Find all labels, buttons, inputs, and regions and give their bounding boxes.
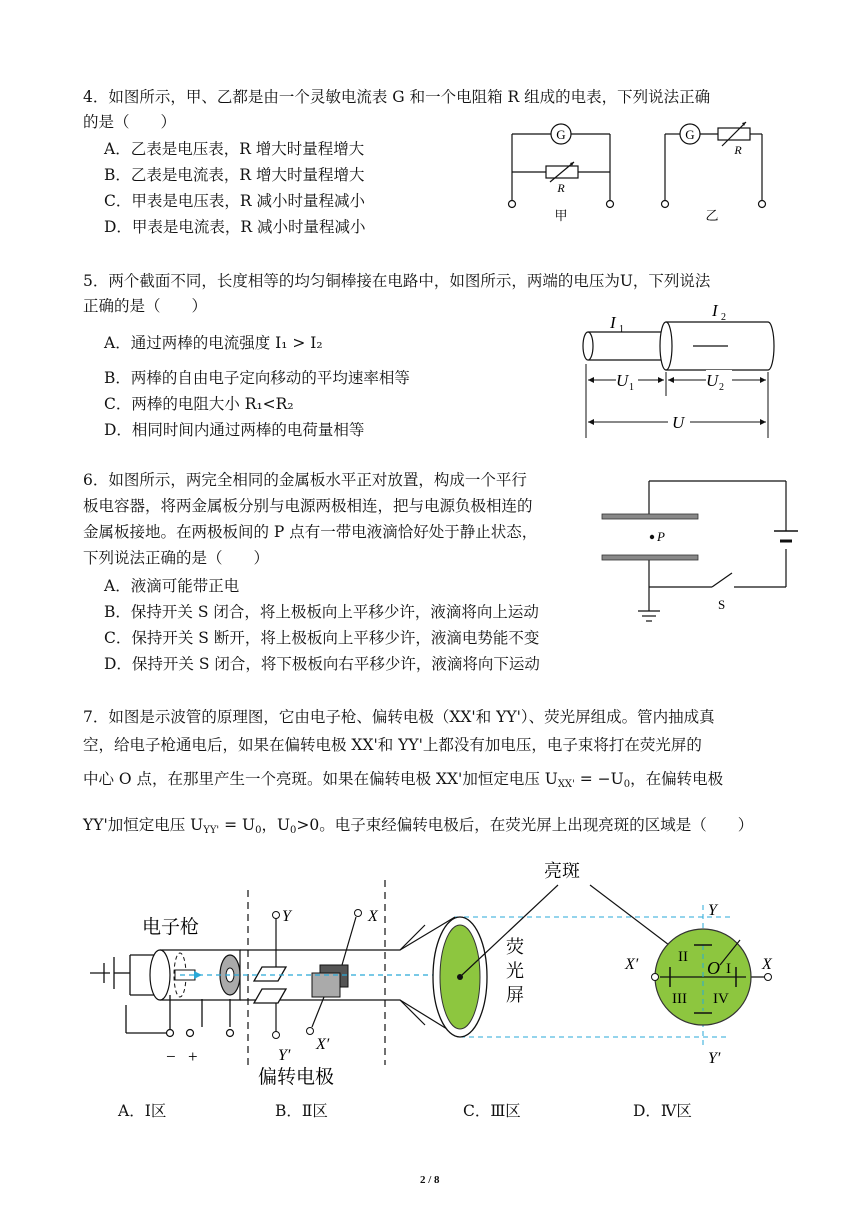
page-number: 2 / 8 — [420, 1174, 440, 1186]
q5-fig-u1-sub: 1 — [629, 382, 634, 393]
q7-option-b: B．Ⅱ区 — [275, 1102, 328, 1120]
q6-stem-line4: 下列说法正确的是（ ） — [83, 549, 270, 567]
q5-fig-i1-sub: 1 — [619, 324, 624, 335]
q5-fig-i1: I — [610, 313, 616, 332]
q4-option-b: B．乙表是电流表，R 增大时量程增大 — [104, 166, 365, 184]
q4-figure — [500, 112, 800, 227]
q5-stem-line1: 5．两个截面不同，长度相等的均匀铜棒接在电路中，如图所示，两端的电压为U，下列说法 — [83, 272, 711, 290]
q7-fig-plus: + — [188, 1047, 198, 1066]
q6-fig-s: S — [718, 597, 726, 612]
q7-fig-y-bottom: Y′ — [278, 1047, 291, 1064]
q5-fig-u2-sub: 2 — [719, 382, 724, 393]
q6-stem-line2: 板电容器，将两金属板分别与电源两极相连，把与电源负极相连的 — [83, 497, 533, 515]
q7-fig-x-top: X — [368, 908, 378, 925]
q7-fig-screen-2: 光 — [506, 961, 524, 981]
q4-fig-g2-label: G — [685, 127, 695, 142]
q7-option-c: C．Ⅲ区 — [463, 1102, 521, 1120]
q7-fig-face-xp: X′ — [625, 956, 639, 973]
q7-option-d: D．Ⅳ区 — [633, 1102, 692, 1120]
q7-fig-face-o: O — [707, 958, 720, 978]
q4-stem-line2: 的是（ ） — [83, 113, 177, 131]
q7-fig-face-x: X — [762, 956, 772, 973]
q5-option-c: C．两棒的电阻大小 R₁<R₂ — [104, 395, 294, 413]
q7-fig-face-yp: Y′ — [708, 1050, 721, 1067]
q5-stem-line2: 正确的是（ ） — [83, 297, 208, 315]
q7-fig-electrode-label: 偏转电极 — [258, 1067, 335, 1088]
q4-fig-g-label: G — [556, 127, 566, 142]
q7-fig-screen-3: 屏 — [506, 985, 524, 1005]
q4-fig-r2-label: R — [734, 143, 742, 157]
q5-fig-u: U — [672, 413, 685, 432]
q7-fig-screen-1: 荧 — [506, 937, 524, 957]
q5-fig-i2: I — [712, 301, 718, 320]
q4-fig-yi-label: 乙 — [705, 208, 719, 223]
q4-option-a: A．乙表是电压表，R 增大时量程增大 — [104, 140, 365, 158]
q7-fig-gun-label: 电子枪 — [142, 917, 200, 938]
q5-fig-u2: U — [706, 371, 719, 390]
q5-fig-i2-sub: 2 — [721, 312, 726, 323]
q7-fig-region-ii: II — [678, 949, 688, 965]
q7-stem-line4: YY'加恒定电压 $U_{YY'} = U_0$，$U_0>0$。电子束经偏转电极后，在荧光屏上出现亮斑的区域是（ ） — [83, 816, 754, 836]
q7-oscilloscope-figure — [80, 855, 800, 1095]
q6-fig-p: P — [657, 529, 665, 544]
q6-stem-line1: 6．如图所示，两完全相同的金属板水平正对放置，构成一个平行 — [83, 471, 527, 489]
q7-stem-line3: 中心 O 点，在那里产生一个亮斑。如果在偏转电极 XX'加恒定电压 $U_{XX'} = -U_0$，在偏转电极 — [83, 770, 724, 790]
q4-option-c: C．甲表是电压表，R 减小时量程减小 — [104, 192, 365, 210]
q5-figure — [578, 296, 778, 442]
q7-fig-region-i: I — [726, 961, 731, 977]
q7-fig-y-top: Y — [282, 908, 291, 925]
q4-fig-jia-label: 甲 — [554, 208, 568, 223]
q7-stem-line1: 7．如图是示波管的原理图，它由电子枪、偏转电极（XX'和 YY'）、荧光屏组成。管内抽成真 — [83, 708, 715, 726]
q4-stem-line1: 4．如图所示，甲、乙都是由一个灵敏电流表 G 和一个电阻箱 R 组成的电表，下列说法正确 — [83, 88, 711, 106]
q7-option-a: A．Ⅰ区 — [118, 1102, 167, 1120]
q4-fig-r-label: R — [557, 181, 565, 195]
q5-option-b: B．两棒的自由电子定向移动的平均速率相等 — [104, 369, 410, 387]
q4-option-d: D．甲表是电流表，R 减小时量程减小 — [104, 218, 366, 236]
q6-option-d: D．保持开关 S 闭合，将下极板向右平移少许，液滴将向下运动 — [104, 655, 540, 673]
q7-fig-x-bottom: X′ — [316, 1036, 330, 1053]
q6-option-c: C．保持开关 S 断开，将上极板向上平移少许，液滴电势能不变 — [104, 629, 540, 647]
q5-option-a: A．通过两棒的电流强度 I₁ > I₂ — [104, 334, 323, 352]
q7-fig-region-iii: III — [672, 991, 687, 1007]
q6-option-b: B．保持开关 S 闭合，将上极板向上平移少许，液滴将向上运动 — [104, 603, 539, 621]
q7-fig-face-y: Y — [708, 902, 717, 919]
q5-option-d: D．相同时间内通过两棒的电荷量相等 — [104, 421, 365, 439]
q7-stem-line2: 空，给电子枪通电后，如果在偏转电极 XX'和 YY'上都没有加电压，电子束将打在荧光屏的 — [83, 736, 702, 754]
q6-stem-line3: 金属板接地。在两极板间的 P 点有一带电液滴恰好处于静止状态， — [83, 523, 538, 541]
q7-fig-minus: − — [166, 1047, 176, 1066]
q7-fig-region-iv: IV — [713, 991, 729, 1007]
q6-figure — [594, 473, 804, 633]
q6-option-a: A．液滴可能带正电 — [104, 577, 240, 595]
q7-fig-spot-label: 亮斑 — [544, 861, 580, 881]
q5-fig-u1: U — [616, 371, 629, 390]
